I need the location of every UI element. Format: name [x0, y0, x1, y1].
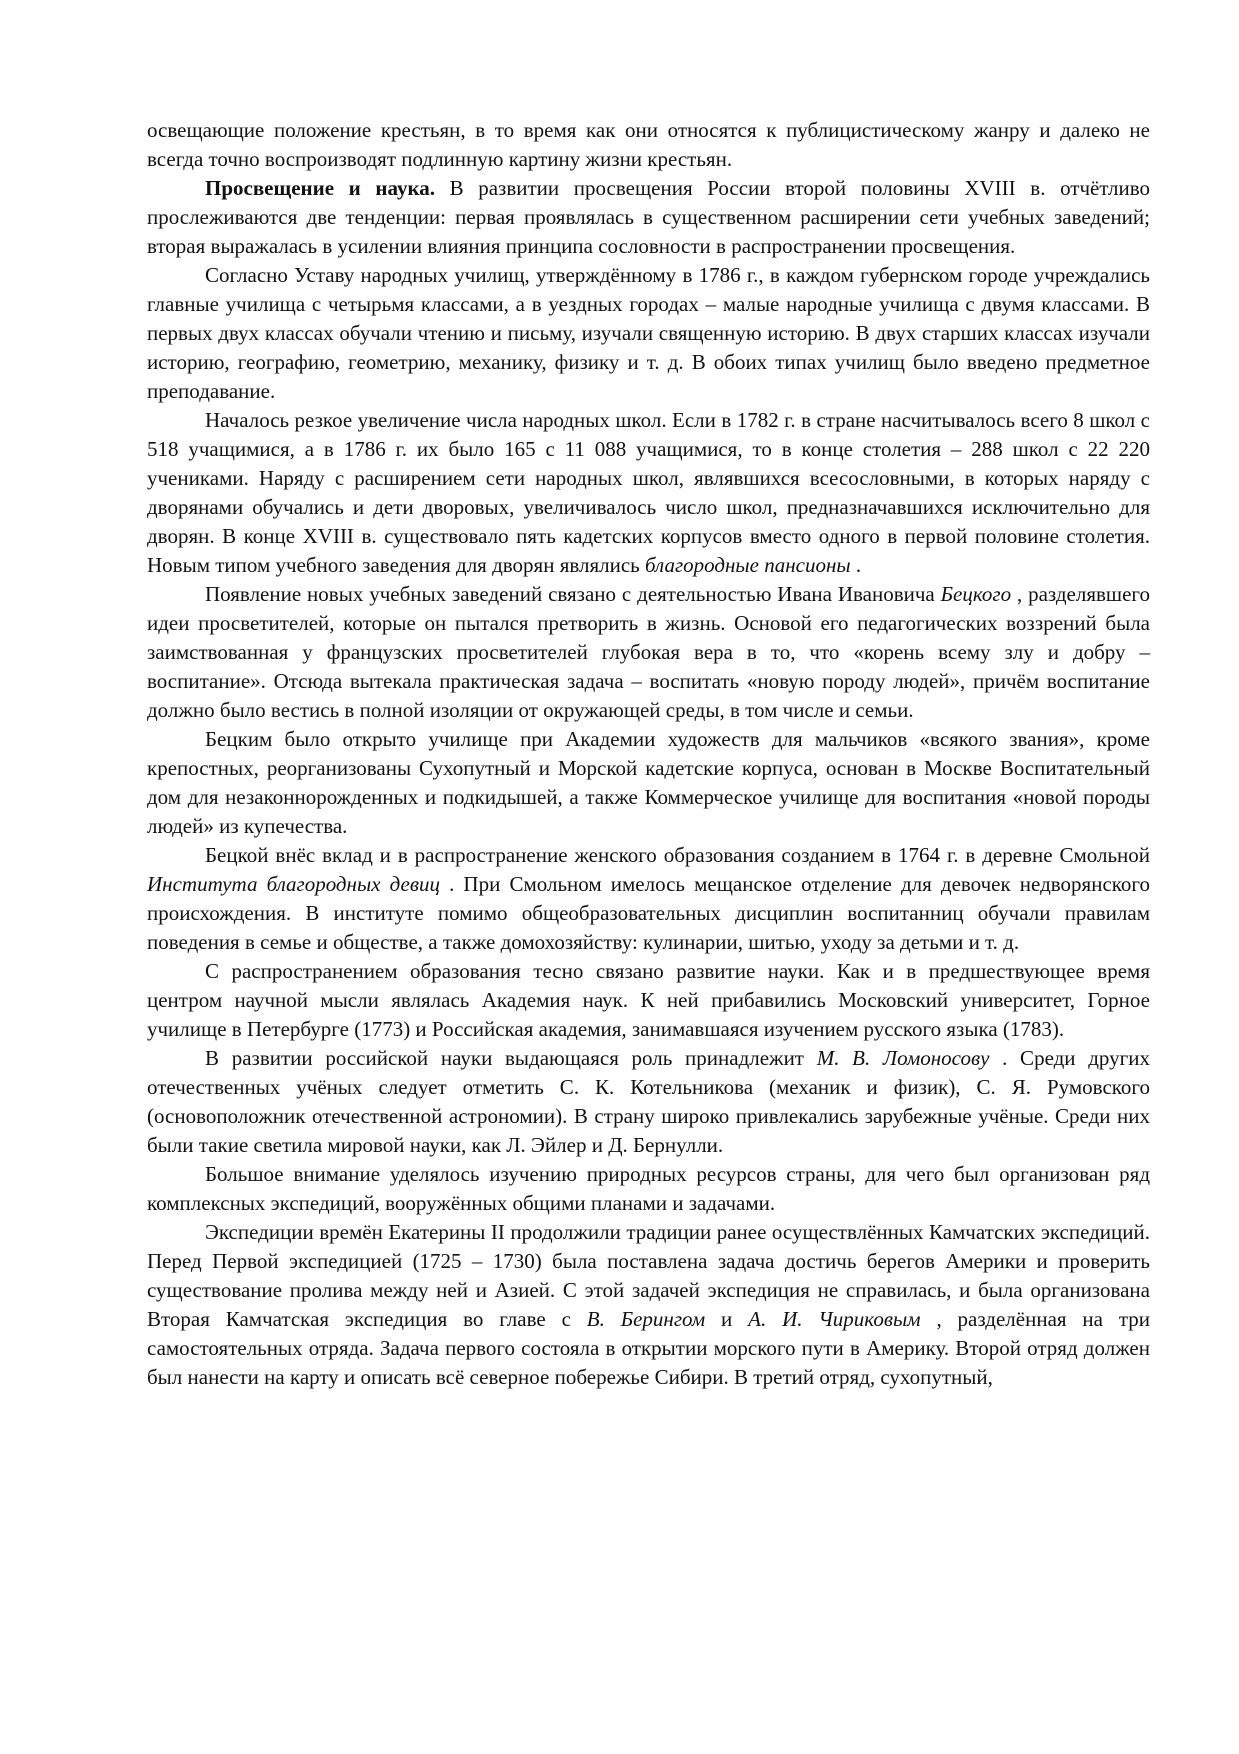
text-run: Большое внимание уделялось изучению природных ресурсов страны, для чего был организован ряд комплексных экспедиций, вооружённых общими планами и задачами. [147, 1162, 1150, 1215]
italic-term: Бецкого [940, 582, 1012, 606]
text-run: Бецкой внёс вклад и в распространение женского образования созданием в 1764 г. в деревне Смольной [205, 843, 1150, 867]
paragraph [147, 174, 1150, 261]
italic-term: Института благородных девиц [147, 872, 440, 896]
paragraph [147, 1160, 1150, 1218]
text-run: . [850, 553, 862, 577]
text-run: Согласно Уставу народных училищ, утверждённому в 1786 г., в каждом губернском городе учреждались главные училища с четырьмя классами, а в уездных городах – малые народные училища с двумя классами. В первых двух классах обучали чтению и письму, изучали священную историю. В двух старших классах изучали историю, географию, геометрию, механику, физику и т. д. В обоих типах училищ было введено предметное преподавание. [147, 263, 1150, 403]
text-run: , разделённая на три самостоятельных отряда. Задача первого состояла в открытии морского пути в Америку. Второй отряд должен был нанести на карту и описать всё северное побережье Сибири. В третий отряд, сухопутный, [147, 1307, 1151, 1389]
text-run: Экспедиции времён Екатерины II продолжили традиции ранее осуществлённых Камчатских экспедиций. Перед Первой экспедицией (1725 – 1730) была поставлена задача достичь берегов Америки и проверить существование пролива между ней и Азией. С этой задачей экспедиция не справилась, и была организована Вторая Камчатская экспедиция во главе с [147, 1220, 1150, 1331]
italic-term: благородные пансионы [645, 553, 851, 577]
italic-term: М. В. Ломоносову [816, 1046, 990, 1070]
paragraph [147, 841, 1150, 957]
paragraph [147, 406, 1150, 580]
paragraph [147, 580, 1150, 725]
paragraph [147, 957, 1150, 1044]
text-run: . Среди других отечественных учёных следует отметить С. К. Котельникова (механик и физик), С. Я. Румовского (основоположник отечественной астрономии). В страну широко привлекались зарубежные учёные. Среди них были такие светила мировой науки, как Л. Эйлер и Д. Бернулли. [147, 1046, 1150, 1157]
paragraph [147, 1044, 1150, 1160]
text-run: Появление новых учебных заведений связано с деятельностью Ивана Ивановича [205, 582, 941, 606]
text-run: . При Смольном имелось мещанское отделение для девочек недворянского происхождения. В институте помимо общеобразовательных дисциплин воспитанниц обучали правилам поведения в семье и обществе, а также домохозяйству: кулинарии, шитью, уходу за детьми и т. д. [147, 872, 1150, 954]
text-run: , разделявшего идеи просветителей, которые он пытался претворить в жизнь. Основой его педагогических воззрений была заимствованная у французских просветителей глубокая вера в то, что «корень всему злу и добру – воспитание». Отсюда вытекала практическая задача – воспитать «новую породу людей», причём воспитание должно было вестись в полной изоляции от окружающей среды, в том числе и семьи. [147, 582, 1150, 722]
text-run: В развитии просвещения России второй половины XVIII в. отчётливо прослеживаются две тенденции: первая проявлялась в существенном расширении сети учебных заведений; вторая выражалась в усилении влияния принципа сословности в распространении просвещения. [147, 176, 1150, 258]
text-run: и [705, 1307, 749, 1331]
paragraph [147, 261, 1150, 406]
text-run: В развитии российской науки выдающаяся роль принадлежит [205, 1046, 817, 1070]
paragraph [147, 725, 1150, 841]
italic-term: А. И. Чириковым [748, 1307, 921, 1331]
document-page [147, 116, 1150, 1392]
text-run: Бецким было открыто училище при Академии художеств для мальчиков «всякого звания», кроме крепостных, реорганизованы Сухопутный и Морской кадетские корпуса, основан в Москве Воспитательный дом для незаконнорожденных и подкидышей, а также Коммерческое училище для воспитания «новой породы людей» из купечества. [147, 727, 1150, 838]
text-run: Началось резкое увеличение числа народных школ. Если в 1782 г. в стране насчитывалось всего 8 школ с 518 учащимися, а в 1786 г. их было 165 с 11 088 учащимися, то в конце столетия – 288 школ с 22 220 учениками. Наряду с расширением сети народных школ, являвшихся всесословными, в которых наряду с дворянами обучались и дети дворовых, увеличивалось число школ, предназначавшихся исключительно для дворян. В конце XVIII в. существовало пять кадетских корпусов вместо одного в первой половине столетия. Новым типом учебного заведения для дворян являлись [147, 408, 1150, 577]
text-run: освещающие положение крестьян, в то время как они относятся к публицистическому жанру и далеко не всегда точно воспроизводят подлинную картину жизни крестьян. [147, 118, 1150, 171]
text-run: С распространением образования тесно связано развитие науки. Как и в предшествующее время центром научной мысли являлась Академия наук. К ней прибавились Московский университет, Горное училище в Петербурге (1773) и Российская академия, занимавшаяся изучением русского языка (1783). [147, 959, 1150, 1041]
paragraph [147, 1218, 1150, 1392]
italic-term: В. Берингом [586, 1307, 706, 1331]
paragraph [147, 116, 1150, 174]
section-heading: Просвещение и наука. [205, 176, 435, 200]
